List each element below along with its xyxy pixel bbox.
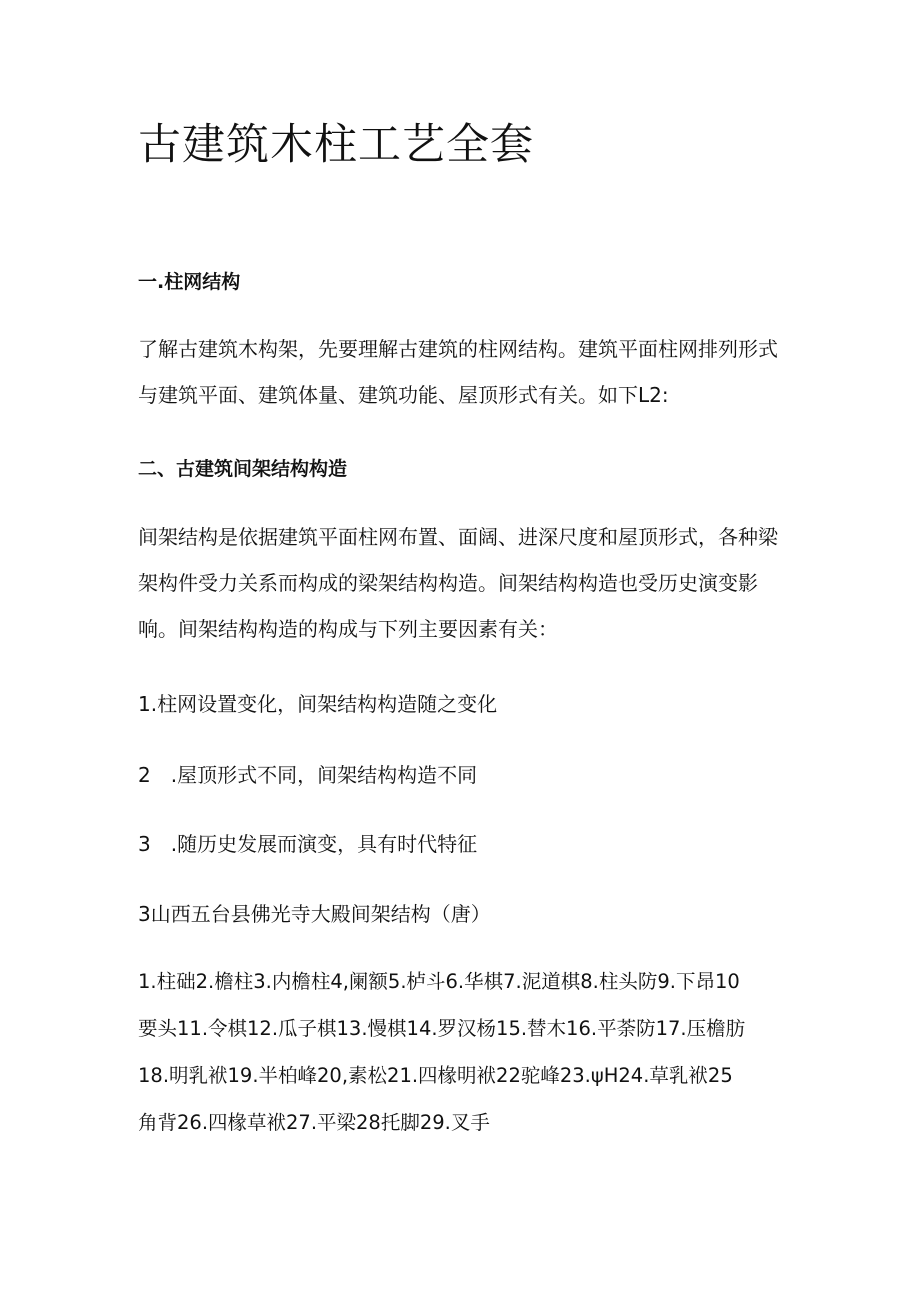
terms-line: 1.柱础2.檐柱3.内檐柱4,阑额5.栌斗6.华棋7.泥道棋8.柱头防9.下昂10 <box>138 970 740 993</box>
section-heading-frame-structure: 二、古建筑间架结构构造 <box>138 458 348 480</box>
section-heading-column-grid: 一.柱网结构 <box>138 271 241 293</box>
terms-line: 18.明乳袱19.半柏峰20,素松21.四椽明袱22驼峰23.ψH24.草乳袱25 <box>138 1064 733 1087</box>
terms-line: 角背26.四椽草袱27.平梁28托脚29.叉手 <box>138 1111 490 1134</box>
paragraph-line: 与建筑平面、建筑体量、建筑功能、屋顶形式有关。如下L2: <box>138 383 669 407</box>
list-item: 3 .随历史发展而演变，具有时代特征 <box>138 832 478 856</box>
example-caption: 3山西五台县佛光寺大殿间架结构（唐） <box>138 902 491 926</box>
terms-line: 要头11.令棋12.瓜子棋13.慢棋14.罗汉杨15.替木16.平荼防17.压檐肪 <box>138 1017 746 1040</box>
paragraph-line: 了解古建筑木构架，先要理解古建筑的柱网结构。建筑平面柱网排列形式 <box>138 337 778 361</box>
paragraph-frame-structure <box>138 525 798 663</box>
component-terms-list <box>138 970 798 1158</box>
paragraph-line: 架构件受力关系而构成的梁架结构构造。间架结构构造也受历史演变影 <box>138 571 758 595</box>
document-title: 古建筑木柱工艺全套 <box>138 120 534 170</box>
list-item: 1.柱网设置变化，间架结构构造随之变化 <box>138 692 498 716</box>
paragraph-column-grid <box>138 337 798 429</box>
list-item: 2 .屋顶形式不同，间架结构构造不同 <box>138 763 478 787</box>
paragraph-line: 间架结构是依据建筑平面柱网布置、面阔、进深尺度和屋顶形式，各种梁 <box>138 525 778 549</box>
paragraph-line: 响。间架结构构造的构成与下列主要因素有关： <box>138 617 558 641</box>
